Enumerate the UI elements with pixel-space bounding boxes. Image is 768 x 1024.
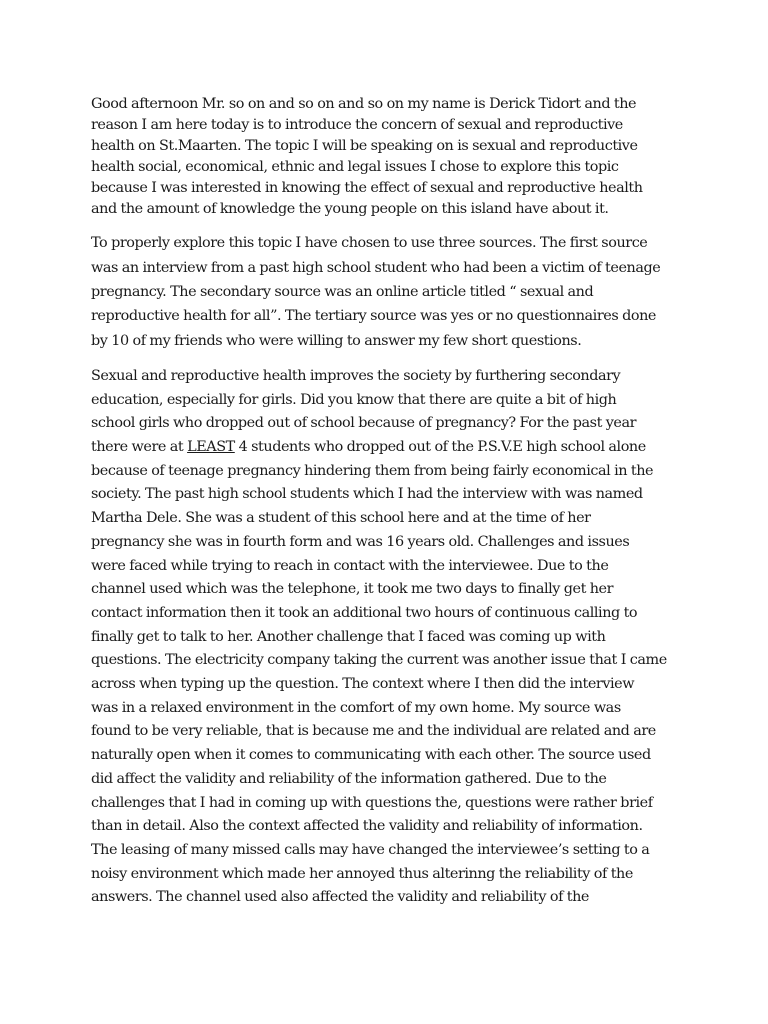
text-line: contact information then it took an additional two hours of continuous calling to — [91, 604, 638, 621]
text-line: and the amount of knowledge the young people on this island have about it. — [91, 200, 609, 217]
paragraph-sources — [91, 231, 711, 352]
text-line: because of teenage pregnancy hindering them from being fairly economical in the — [91, 462, 654, 479]
text-line: because I was interested in knowing the effect of sexual and reproductive health — [91, 179, 643, 196]
text-line: challenges that I had in coming up with questions the, questions were rather brief — [91, 794, 653, 811]
text-line: pregnancy she was in fourth form and was 16 years old. Challenges and issues — [91, 533, 630, 550]
text-line: Sexual and reproductive health improves the society by furthering secondary — [91, 367, 621, 384]
text-line: naturally open when it comes to communicating with each other. The source used — [91, 747, 651, 764]
text-line: questions. The electricity company taking the current was another issue that I came — [91, 652, 667, 669]
paragraph-analysis — [91, 365, 711, 910]
line-segment: there were at — [91, 439, 188, 456]
text-line: The leasing of many missed calls may have changed the interviewee’s setting to a — [91, 841, 650, 858]
text-line: To properly explore this topic I have chosen to use three sources. The first source — [91, 235, 648, 252]
text-line: by 10 of my friends who were willing to answer my few short questions. — [91, 332, 582, 349]
document-body — [91, 94, 711, 922]
text-line: Martha Dele. She was a student of this school here and at the time of her — [91, 510, 591, 527]
underlined-word: LEAST — [187, 439, 235, 456]
text-line: health social, economical, ethnic and legal issues I chose to explore this topic — [91, 158, 619, 175]
text-line: society. The past high school students which I had the interview with was named — [91, 486, 643, 503]
text-line: did affect the validity and reliability of the information gathered. Due to the — [91, 770, 607, 787]
text-line: finally get to talk to her. Another challenge that I faced was coming up with — [91, 628, 606, 645]
line-segment: 4 students who dropped out of the P.S.V.E high school alone — [234, 439, 646, 456]
text-line: health on St.Maarten. The topic I will be speaking on is sexual and reproductive — [91, 137, 638, 154]
text-line: noisy environment which made her annoyed thus alterinng the reliability of the — [91, 865, 633, 882]
text-line: was in a relaxed environment in the comfort of my own home. My source was — [91, 699, 621, 716]
text-line: education, especially for girls. Did you know that there are quite a bit of high — [91, 391, 617, 408]
text-line-with-emphasis — [91, 436, 711, 460]
text-line: was an interview from a past high school student who had been a victim of teenage — [91, 259, 661, 276]
text-line: than in detail. Also the context affected the validity and reliability of information. — [91, 818, 643, 835]
text-line: across when typing up the question. The context where I then did the interview — [91, 676, 635, 693]
paragraph-introduction — [91, 94, 711, 219]
text-line: reason I am here today is to introduce the concern of sexual and reproductive — [91, 116, 623, 133]
text-line: answers. The channel used also affected the validity and reliability of the — [91, 889, 589, 906]
text-line: were faced while trying to reach in contact with the interviewee. Due to the — [91, 557, 609, 574]
text-line: reproductive health for all”. The tertiary source was yes or no questionnaires done — [91, 308, 656, 325]
text-line: school girls who dropped out of school because of pregnancy? For the past year — [91, 415, 637, 432]
text-line: Good afternoon Mr. so on and so on and so on my name is Derick Tidort and the — [91, 96, 637, 112]
text-line: pregnancy. The secondary source was an online article titled “ sexual and — [91, 284, 594, 301]
text-line: found to be very reliable, that is because me and the individual are related and are — [91, 723, 656, 740]
text-line: channel used which was the telephone, it took me two days to finally get her — [91, 581, 614, 598]
